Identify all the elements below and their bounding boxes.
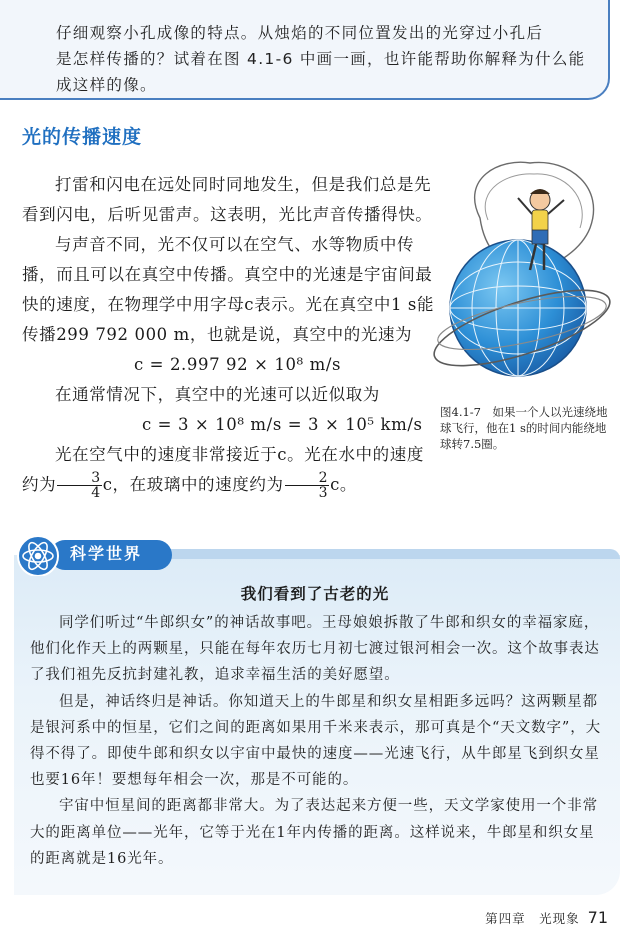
fraction-water: [57, 471, 102, 500]
figure-caption: 图4.1-7 如果一个人以光速绕地球飞行，他在1 s的时间内能绕地球转7.5圈。: [440, 404, 608, 451]
science-world-label: 科学世界: [70, 544, 143, 563]
fraction-denominator: 4: [91, 485, 101, 501]
science-world-title: 我们看到了古老的光: [240, 585, 390, 603]
body-paragraph: 与声音不同，光不仅可以在空气、水等物质中传播，而且可以在真空中传播。真空中的光速是宇宙间最快的速度，在物理学中用字母c表示。光在真空中1 s能传播299 792 000 m，也就是说，真空中的光速为: [22, 235, 435, 344]
intro-line: 是怎样传播的？试着在图 4.1-6 中画一画，也许能帮助你解释为什么能: [56, 50, 586, 68]
text-segment: c，在玻璃中的速度约为: [102, 475, 284, 494]
chapter-label: 第四章 光现象: [485, 911, 580, 926]
fraction-numerator: 2: [285, 471, 330, 486]
body-text: [22, 170, 440, 500]
section-title: 光的传播速度: [22, 126, 143, 148]
science-world-text: [30, 610, 602, 872]
body-paragraph: 在通常情况下，真空中的光速可以近似取为: [55, 385, 380, 404]
fraction-numerator: 3: [57, 471, 102, 486]
intro-line: 成这样的像。: [56, 76, 157, 94]
equation-light-speed: c = 2.997 92 × 10⁸ m/s: [134, 355, 342, 374]
text-segment: c。: [330, 475, 358, 494]
science-paragraph: 宇宙中恒星间的距离都非常大。为了表达起来方便一些，天文学家使用一个非常大的距离单位——光年，它等于光在1年内传播的距离。这样说来，牛郎星和织女星的距离就是16光年。: [30, 798, 598, 867]
fraction-denominator: 3: [318, 485, 329, 501]
page-footer: [485, 908, 608, 927]
science-paragraph: 但是，神话终归是神话。你知道天上的牛郎星和织女星相距多远吗？这两颗星都是银河系中的恒星，它们之间的距离如果用千米来表示，那可真是个“天文数字”，大得不得了。即使牛郎和织女以宇宙中最快的速度——光速飞行，从牛郎星飞到织女星也要16年！要想每年相会一次，那是不可能的。: [30, 693, 602, 789]
fraction-glass: [285, 471, 330, 500]
equation-approx-speed: c = 3 × 10⁸ m/s = 3 × 10⁵ km/s: [142, 415, 423, 434]
earth-orbit-illustration: [430, 158, 630, 398]
text-segment: 光在空气中的速度非常接近于c。光在水中的速度约为: [22, 445, 424, 494]
body-paragraph-fractions: [22, 440, 440, 500]
science-paragraph: 同学们听过“牛郎织女”的神话故事吧。王母娘娘拆散了牛郎和织女的幸福家庭，他们化作天上的两颗星，只能在每年农历七月初七渡过银河相会一次。这个故事表达了我们祖先反抗封建礼教，追求幸福生活的美好愿望。: [30, 615, 600, 684]
page-number: 71: [587, 908, 608, 927]
intro-activity-text: [56, 20, 596, 98]
body-paragraph: 打雷和闪电在远处同时同地发生，但是我们总是先看到闪电，后听见雷声。这表明，光比声音传播得快。: [22, 175, 433, 224]
intro-line: 仔细观察小孔成像的特点。从烛焰的不同位置发出的光穿过小孔后: [56, 24, 544, 42]
